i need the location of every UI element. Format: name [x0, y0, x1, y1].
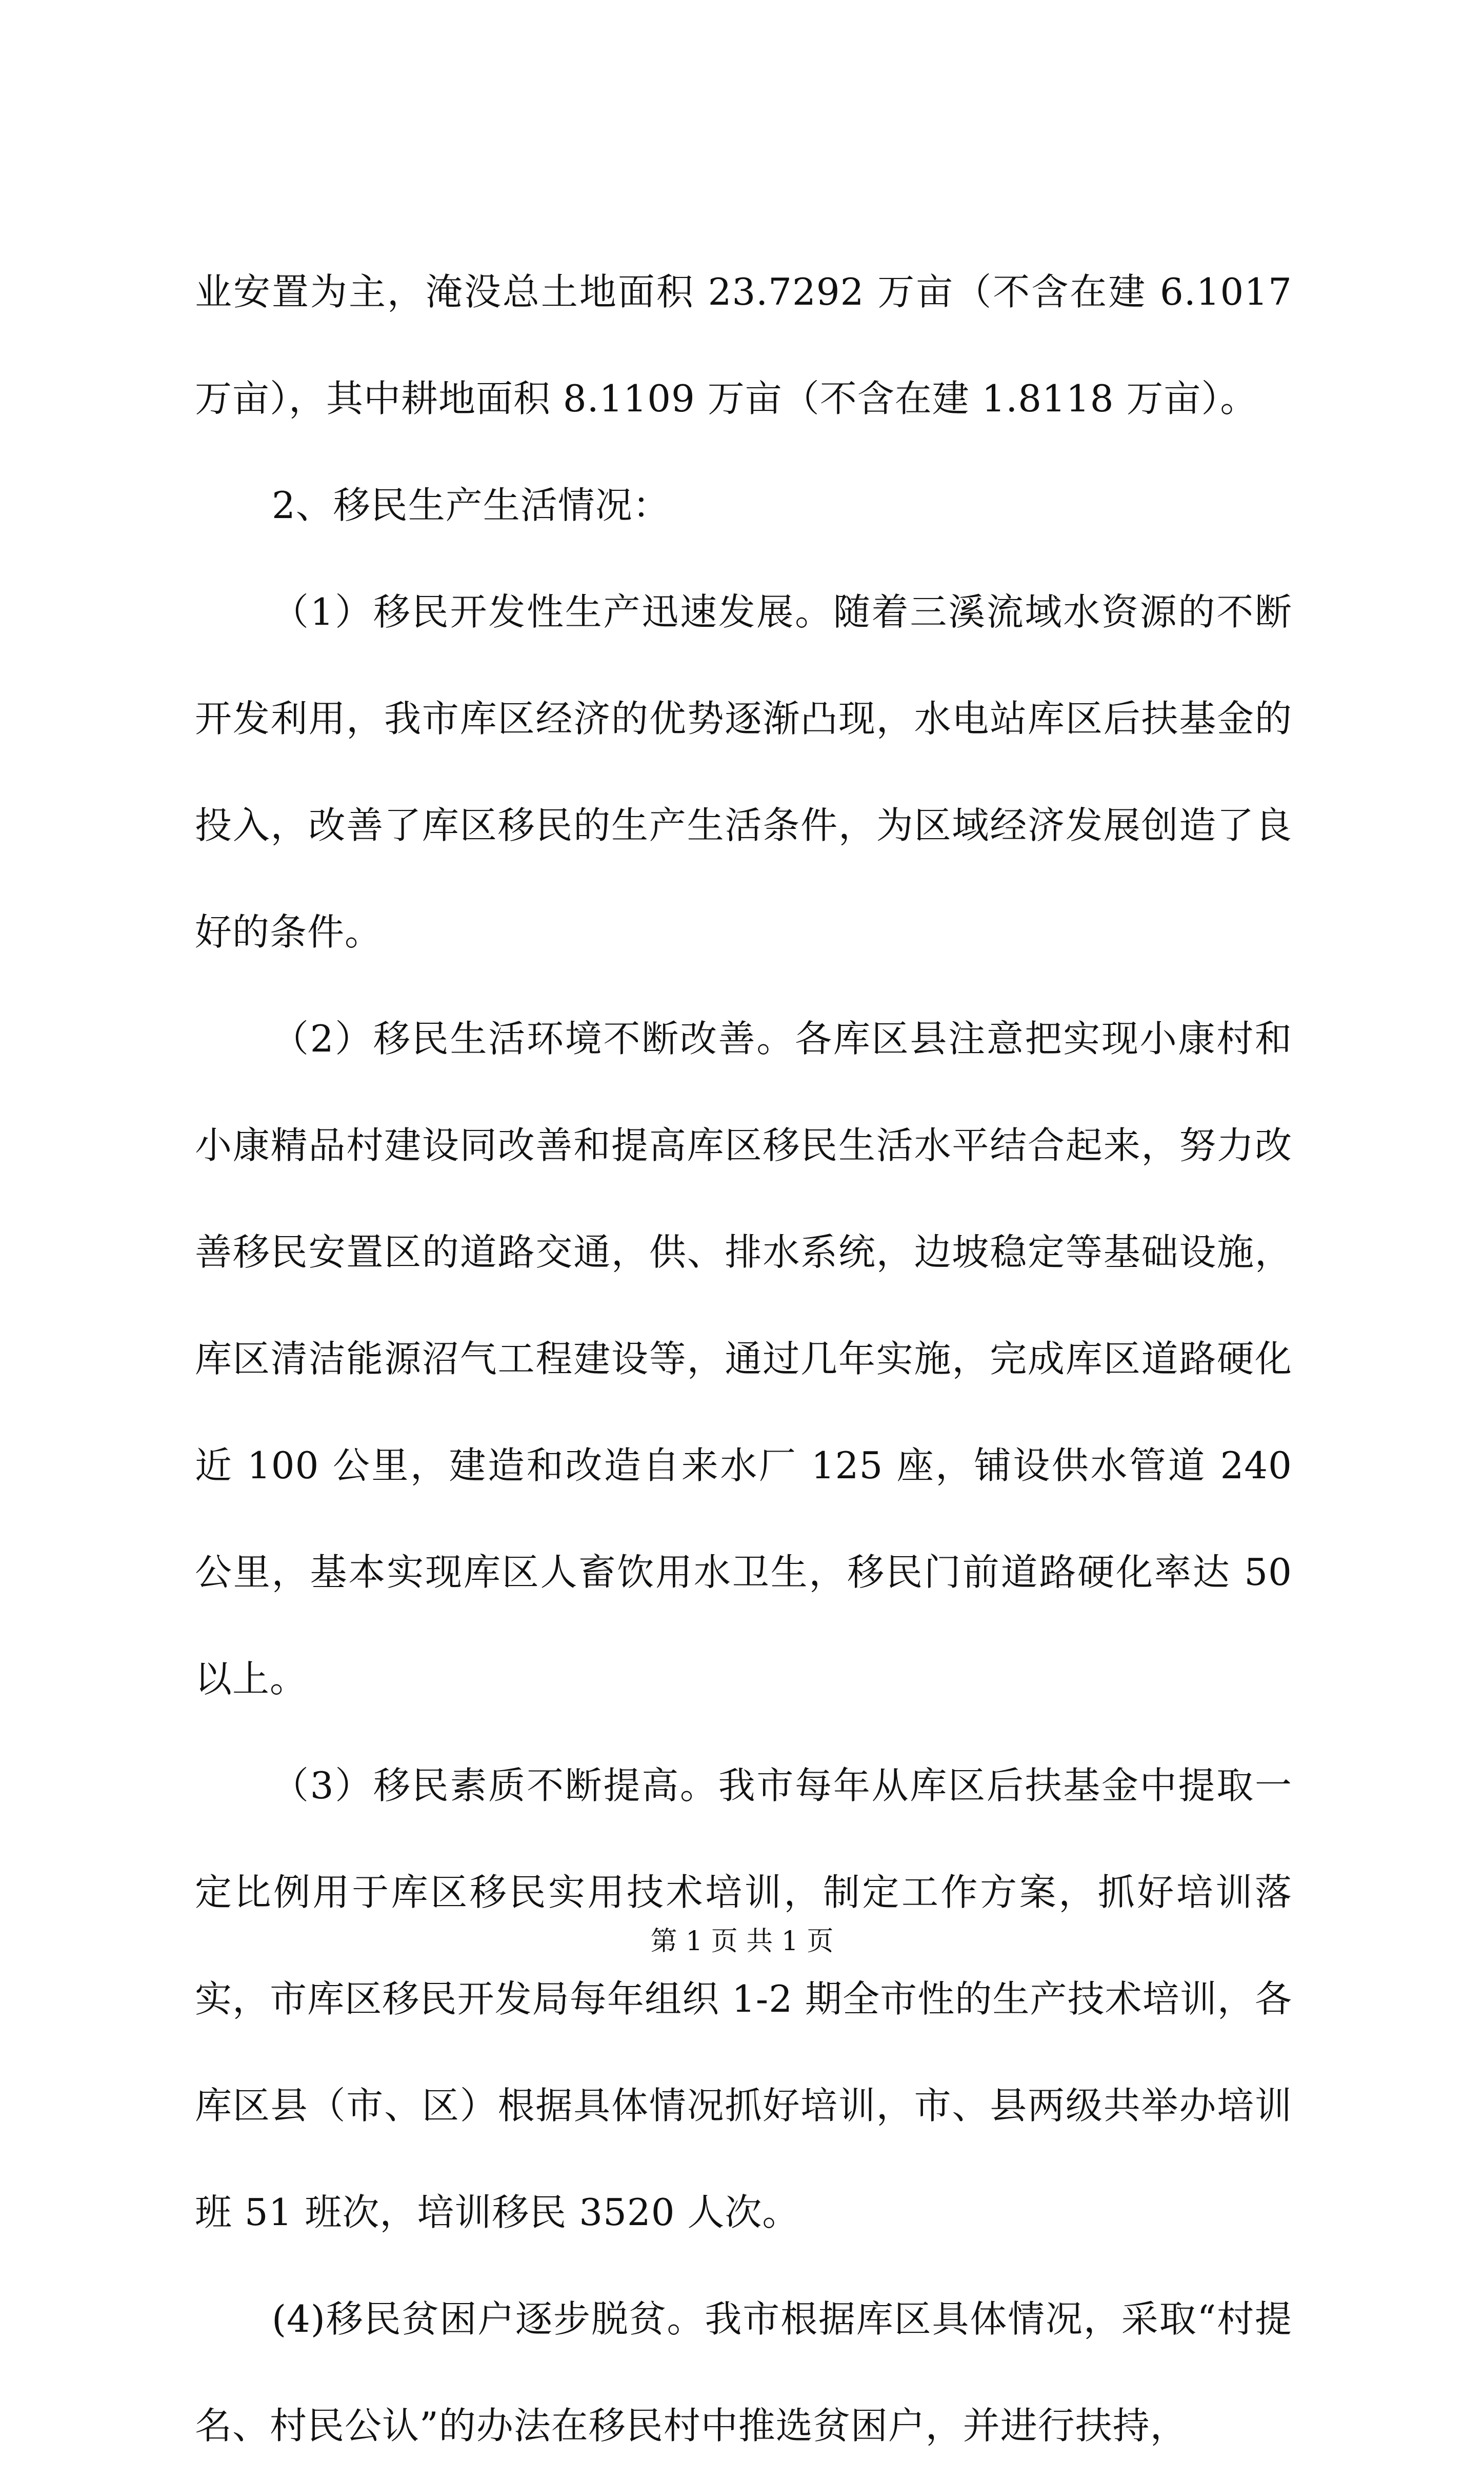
page-footer: 第 1 页 共 1 页 — [650, 1926, 834, 1957]
paragraph-1: 业安置为主，淹没总土地面积 23.7292 万亩（不含在建 6.1017 万亩），其中耕地面积 8.1109 万亩（不含在建 1.8118 万亩）。 — [195, 270, 1292, 420]
paragraph-4: （2）移民生活环境不断改善。各库区县注意把实现小康村和小康精品村建设同改善和提高库区移民生活水平结合起来，努力改善移民安置区的道路交通，供、排水系统，边坡稳定等基础设施，库区清洁能源沼气工程建设等，通过几年实施，完成库区道路硬化近 100 公里，建造和改造自来水厂 125 座，铺设供水管道 240 公里，基本实现库区人畜饮用水卫生，移民门前道路硬化率达 50 以上。 — [195, 1017, 1292, 1700]
paragraph-5: （3）移民素质不断提高。我市每年从库区后扶基金中提取一定比例用于库区移民实用技术培训，制定工作方案，抓好培训落实，市库区移民开发局每年组织 1-2 期全市性的生产技术培训，各库区县（市、区）根据具体情况抓好培训，市、县两级共举办培训班 51 班次，培训移民 3520 人次。 — [195, 1764, 1292, 2234]
paragraph-3: （1）移民开发性生产迅速发展。随着三溪流域水资源的不断开发利用，我市库区经济的优势逐渐凸现，水电站库区后扶基金的投入，改善了库区移民的生产生活条件，为区域经济发展创造了良好的条件。 — [195, 590, 1292, 954]
document-body — [195, 239, 1292, 2479]
paragraph-2-heading: 2、移民生产生活情况： — [272, 484, 670, 527]
paragraph-6: (4)移民贫困户逐步脱贫。我市根据库区具体情况，采取“村提名、村民公认”的办法在移民村中推选贫困户，并进行扶持， — [195, 2297, 1292, 2447]
